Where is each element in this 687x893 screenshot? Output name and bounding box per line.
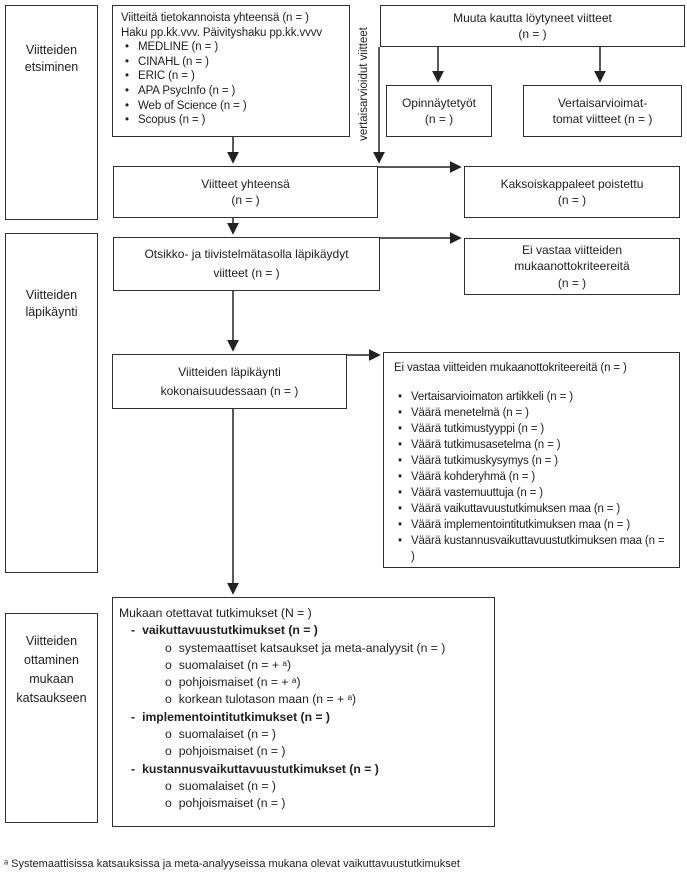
list-item — [394, 517, 669, 533]
bullet-marker: • — [398, 455, 402, 467]
database-web-of-science: Web of Science (n = ) — [138, 99, 247, 112]
included-subitem — [119, 657, 486, 674]
box-title-abstract-screened — [113, 237, 380, 291]
bullet-marker: • — [398, 439, 402, 451]
group-label-cost-effectiveness: kustannusvaikuttavuustutkimukset (n = ) — [142, 761, 379, 776]
box-theses — [386, 85, 492, 137]
list-item — [121, 113, 341, 128]
circle-marker: o — [165, 796, 172, 811]
exclusion-reason: Väärä vastemuuttuja (n = ) — [411, 487, 543, 499]
circle-marker: o — [165, 640, 172, 655]
stage-label-screening: Viitteiden läpikäynti — [25, 288, 78, 319]
circle-marker: o — [165, 744, 172, 759]
stage-label-inclusion: Viitteiden ottaminen mukaan katsaukseen — [16, 634, 87, 705]
bullet-marker: • — [125, 55, 129, 68]
included-subitem — [119, 795, 486, 812]
database-eric: ERIC (n = ) — [138, 70, 195, 83]
included-group — [119, 761, 486, 778]
list-item — [121, 69, 341, 84]
database-cinahl: CINAHL (n = ) — [138, 55, 209, 68]
list-item — [121, 99, 341, 114]
excluded-fulltext-title: Ei vastaa viitteiden mukaanottokriteereitä (n = ) — [394, 362, 627, 374]
exclusion-reason: Väärä tutkimusasetelma (n = ) — [411, 439, 561, 451]
title-abstract-line2: viitteet (n = ) — [213, 266, 280, 280]
theses-line1: Opinnäytetyöt — [401, 95, 477, 110]
subitem: pohjoismaiset (n = + ᵃ) — [178, 675, 301, 690]
excluded-screening-line2: mukaanottokriteereitä — [514, 259, 630, 274]
list-item — [394, 405, 669, 421]
included-subitem — [119, 674, 486, 691]
duplicates-count: (n = ) — [557, 193, 587, 207]
excluded-screening-count: (n = ) — [557, 275, 587, 290]
included-group — [119, 622, 486, 639]
exclusion-reason: Väärä kustannusvaikuttavuustutkimuksen maa (n = ) — [411, 535, 665, 563]
total-references-line1: Viitteet yhteensä — [201, 176, 290, 191]
circle-marker: o — [165, 675, 172, 690]
list-item — [394, 453, 669, 469]
bullet-marker: • — [125, 70, 129, 83]
stage-box-inclusion — [5, 613, 98, 823]
box-excluded-screening — [464, 238, 680, 295]
circle-marker: o — [165, 727, 172, 742]
total-references-count: (n = ) — [231, 193, 260, 207]
included-title: Mukaan otettavat tutkimukset (N = ) — [119, 606, 312, 620]
subitem: pohjoismaiset (n = ) — [178, 796, 286, 811]
exclusion-reason: Vertaisarvioimaton artikkeli (n = ) — [411, 391, 573, 403]
dash-marker: - — [131, 761, 136, 776]
list-item — [121, 40, 341, 55]
box-databases — [112, 5, 350, 137]
bullet-marker: • — [398, 519, 402, 531]
excluded-screening-line1: Ei vastaa viitteiden — [521, 242, 623, 257]
exclusion-reason: Väärä tutkimustyyppi (n = ) — [411, 423, 545, 435]
database-apa-psycinfo: APA PsycInfo (n = ) — [138, 84, 236, 97]
bullet-marker: • — [398, 487, 402, 499]
bullet-marker: • — [125, 41, 129, 54]
included-subitem — [119, 778, 486, 795]
non-peer-line1: Vertaisarvioimat- — [557, 95, 648, 110]
other-sources-line1: Muuta kautta löytyneet viitteet — [453, 10, 612, 25]
bullet-marker: • — [398, 423, 402, 435]
list-item — [394, 389, 669, 405]
subitem: suomalaiset (n = ) — [178, 727, 276, 742]
bullet-marker: • — [125, 84, 129, 97]
exclusion-reason: Väärä menetelmä (n = ) — [411, 407, 529, 419]
box-total-references — [113, 166, 378, 218]
bullet-marker: • — [398, 391, 402, 403]
list-item — [121, 84, 341, 99]
databases-title: Viitteitä tietokannoista yhteensä (n = ) — [121, 12, 309, 24]
peer-reviewed-edge-label: vertaisarvioidut viitteet — [358, 27, 370, 141]
exclusion-reason: Väärä kohderyhmä (n = ) — [411, 471, 536, 483]
title-abstract-line1: Otsikko- ja tiivistelmätasolla läpikäydyt — [144, 247, 349, 261]
database-medline: MEDLINE (n = ) — [138, 41, 219, 54]
box-non-peer-reviewed — [523, 85, 682, 137]
dash-marker: - — [131, 709, 136, 724]
stage-label-searching: Viitteiden etsiminen — [24, 43, 79, 74]
list-item — [394, 501, 669, 517]
exclusion-reason: Väärä vaikuttavuustutkimuksen maa (n = ) — [411, 503, 621, 515]
list-item — [121, 55, 341, 70]
list-item — [394, 437, 669, 453]
bullet-marker: • — [398, 407, 402, 419]
stage-box-screening — [5, 233, 98, 573]
box-other-sources — [380, 5, 685, 47]
circle-marker: o — [165, 778, 172, 793]
list-item — [394, 469, 669, 485]
duplicates-line1: Kaksoiskappaleet poistettu — [500, 176, 644, 191]
bullet-marker: • — [398, 535, 402, 547]
subitem: pohjoismaiset (n = ) — [178, 744, 286, 759]
included-subitem — [119, 640, 486, 657]
bullet-marker: • — [398, 503, 402, 515]
subitem: systemaattiset katsaukset ja meta-analyysit (n = ) — [178, 640, 446, 655]
list-item — [394, 533, 669, 565]
fulltext-line2: kokonaisuudessaan (n = ) — [160, 383, 299, 398]
exclusion-reason: Väärä implementointitutkimuksen maa (n = ) — [411, 519, 631, 531]
list-item — [394, 421, 669, 437]
circle-marker: o — [165, 692, 172, 707]
box-included-studies — [112, 597, 495, 827]
box-fulltext-screened — [112, 354, 347, 409]
included-subitem — [119, 726, 486, 743]
box-duplicates-removed — [464, 166, 680, 218]
exclusion-reason: Väärä tutkimuskysymys (n = ) — [411, 455, 558, 467]
bullet-marker: • — [125, 114, 129, 127]
included-group — [119, 709, 486, 726]
circle-marker: o — [165, 657, 172, 672]
subitem: korkean tulotason maan (n = + ᵃ) — [178, 692, 357, 707]
database-scopus: Scopus (n = ) — [138, 114, 206, 127]
non-peer-line2: tomat viitteet (n = ) — [552, 112, 653, 126]
subitem: suomalaiset (n = ) — [178, 778, 276, 793]
list-item — [394, 485, 669, 501]
theses-count: (n = ) — [424, 112, 454, 126]
included-subitem — [119, 691, 486, 708]
bullet-marker: • — [398, 471, 402, 483]
subitem: suomalaiset (n = + ᵃ) — [178, 657, 292, 672]
bullet-marker: • — [125, 99, 129, 112]
fulltext-line1: Viitteiden läpikäynti — [178, 364, 281, 379]
included-subitem — [119, 743, 486, 760]
footnote: ᵃ Systemaattisissa katsauksissa ja meta-analyyseissa mukana olevat vaikuttavuustutkimukset — [4, 858, 460, 870]
dash-marker: - — [131, 623, 136, 638]
databases-subtitle: Haku pp.kk.vvv. Päivityshaku pp.kk.vvvv — [121, 26, 323, 39]
group-label-effectiveness: vaikuttavuustutkimukset (n = ) — [142, 623, 318, 638]
other-sources-count: (n = ) — [518, 27, 547, 41]
box-excluded-fulltext — [383, 352, 680, 568]
group-label-implementation: implementointitutkimukset (n = ) — [142, 709, 330, 724]
stage-box-searching — [5, 5, 98, 220]
